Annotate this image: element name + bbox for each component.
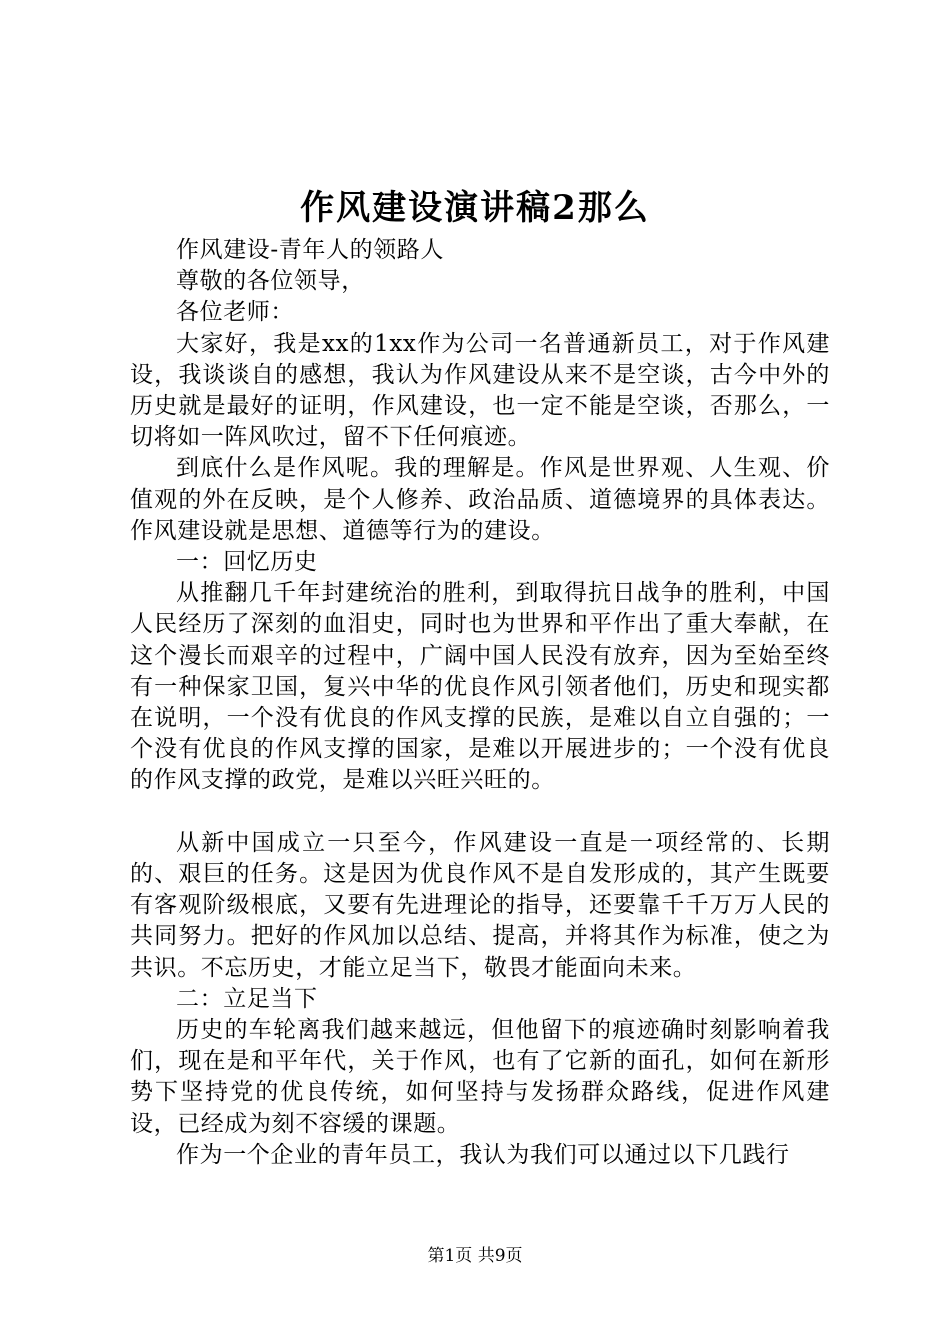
document-title: 作风建设演讲稿2那么	[300, 188, 650, 228]
salutation-paragraph: 各位老师：	[176, 299, 294, 326]
body-paragraph: 到底什么是作风呢。我的理解是。作风是世界观、人生观、价值观的外在反映，是个人修养、政治品质、道德境界的具体表达。作风建设就是思想、道德等行为的建设。	[130, 455, 830, 544]
section-heading: 二：立足当下	[176, 985, 318, 1012]
body-paragraph: 大家好，我是xx的1xx作为公司一名普通新员工，对于作风建设，我谈谈自的感想，我认为作风建设从来不是空谈，古今中外的历史就是最好的证明，作风建设，也一定不能是空谈，否那么，一切将如一阵风吹过，留不下任何痕迹。	[130, 330, 830, 451]
body-paragraph: 从推翻几千年封建统治的胜利，到取得抗日战争的胜利，中国人民经历了深刻的血泪史，同时也为世界和平作出了重大奉献，在这个漫长而艰辛的过程中，广阔中国人民没有放弃，因为至始至终有一种保家卫国，复兴中华的优良作风引领者他们，历史和现实都在说明，一个没有优良的作风支撑的民族，是难以自立自强的；一个没有优良的作风支撑的国家，是难以开展进步的；一个没有优良的作风支撑的政党，是难以兴旺兴旺的。	[130, 580, 830, 794]
section-heading: 一：回忆历史	[176, 549, 318, 576]
subtitle-paragraph: 作风建设-青年人的领路人	[176, 237, 444, 263]
document-body	[130, 235, 830, 1171]
body-paragraph: 作为一个企业的青年员工，我认为我们可以通过以下几践行	[176, 1141, 790, 1168]
paragraph-spacer	[130, 797, 830, 828]
salutation-paragraph: 尊敬的各位领导，	[176, 268, 365, 295]
page-footer: 第1页 共9页	[427, 1246, 523, 1266]
body-paragraph: 从新中国成立一只至今，作风建设一直是一项经常的、长期的、艰巨的任务。这是因为优良作风不是自发形成的，其产生既要有客观阶级根底，又要有先进理论的指导，还要靠千千万万人民的共同努力。把好的作风加以总结、提高，并将其作为标准，使之为共识。不忘历史，才能立足当下，敬畏才能面向未来。	[130, 829, 830, 981]
body-paragraph: 历史的车轮离我们越来越远，但他留下的痕迹确时刻影响着我们，现在是和平年代，关于作风，也有了它新的面孔，如何在新形势下坚持党的优良传统，如何坚持与发扬群众路线，促进作风建设，已经成为刻不容缓的课题。	[130, 1017, 830, 1137]
